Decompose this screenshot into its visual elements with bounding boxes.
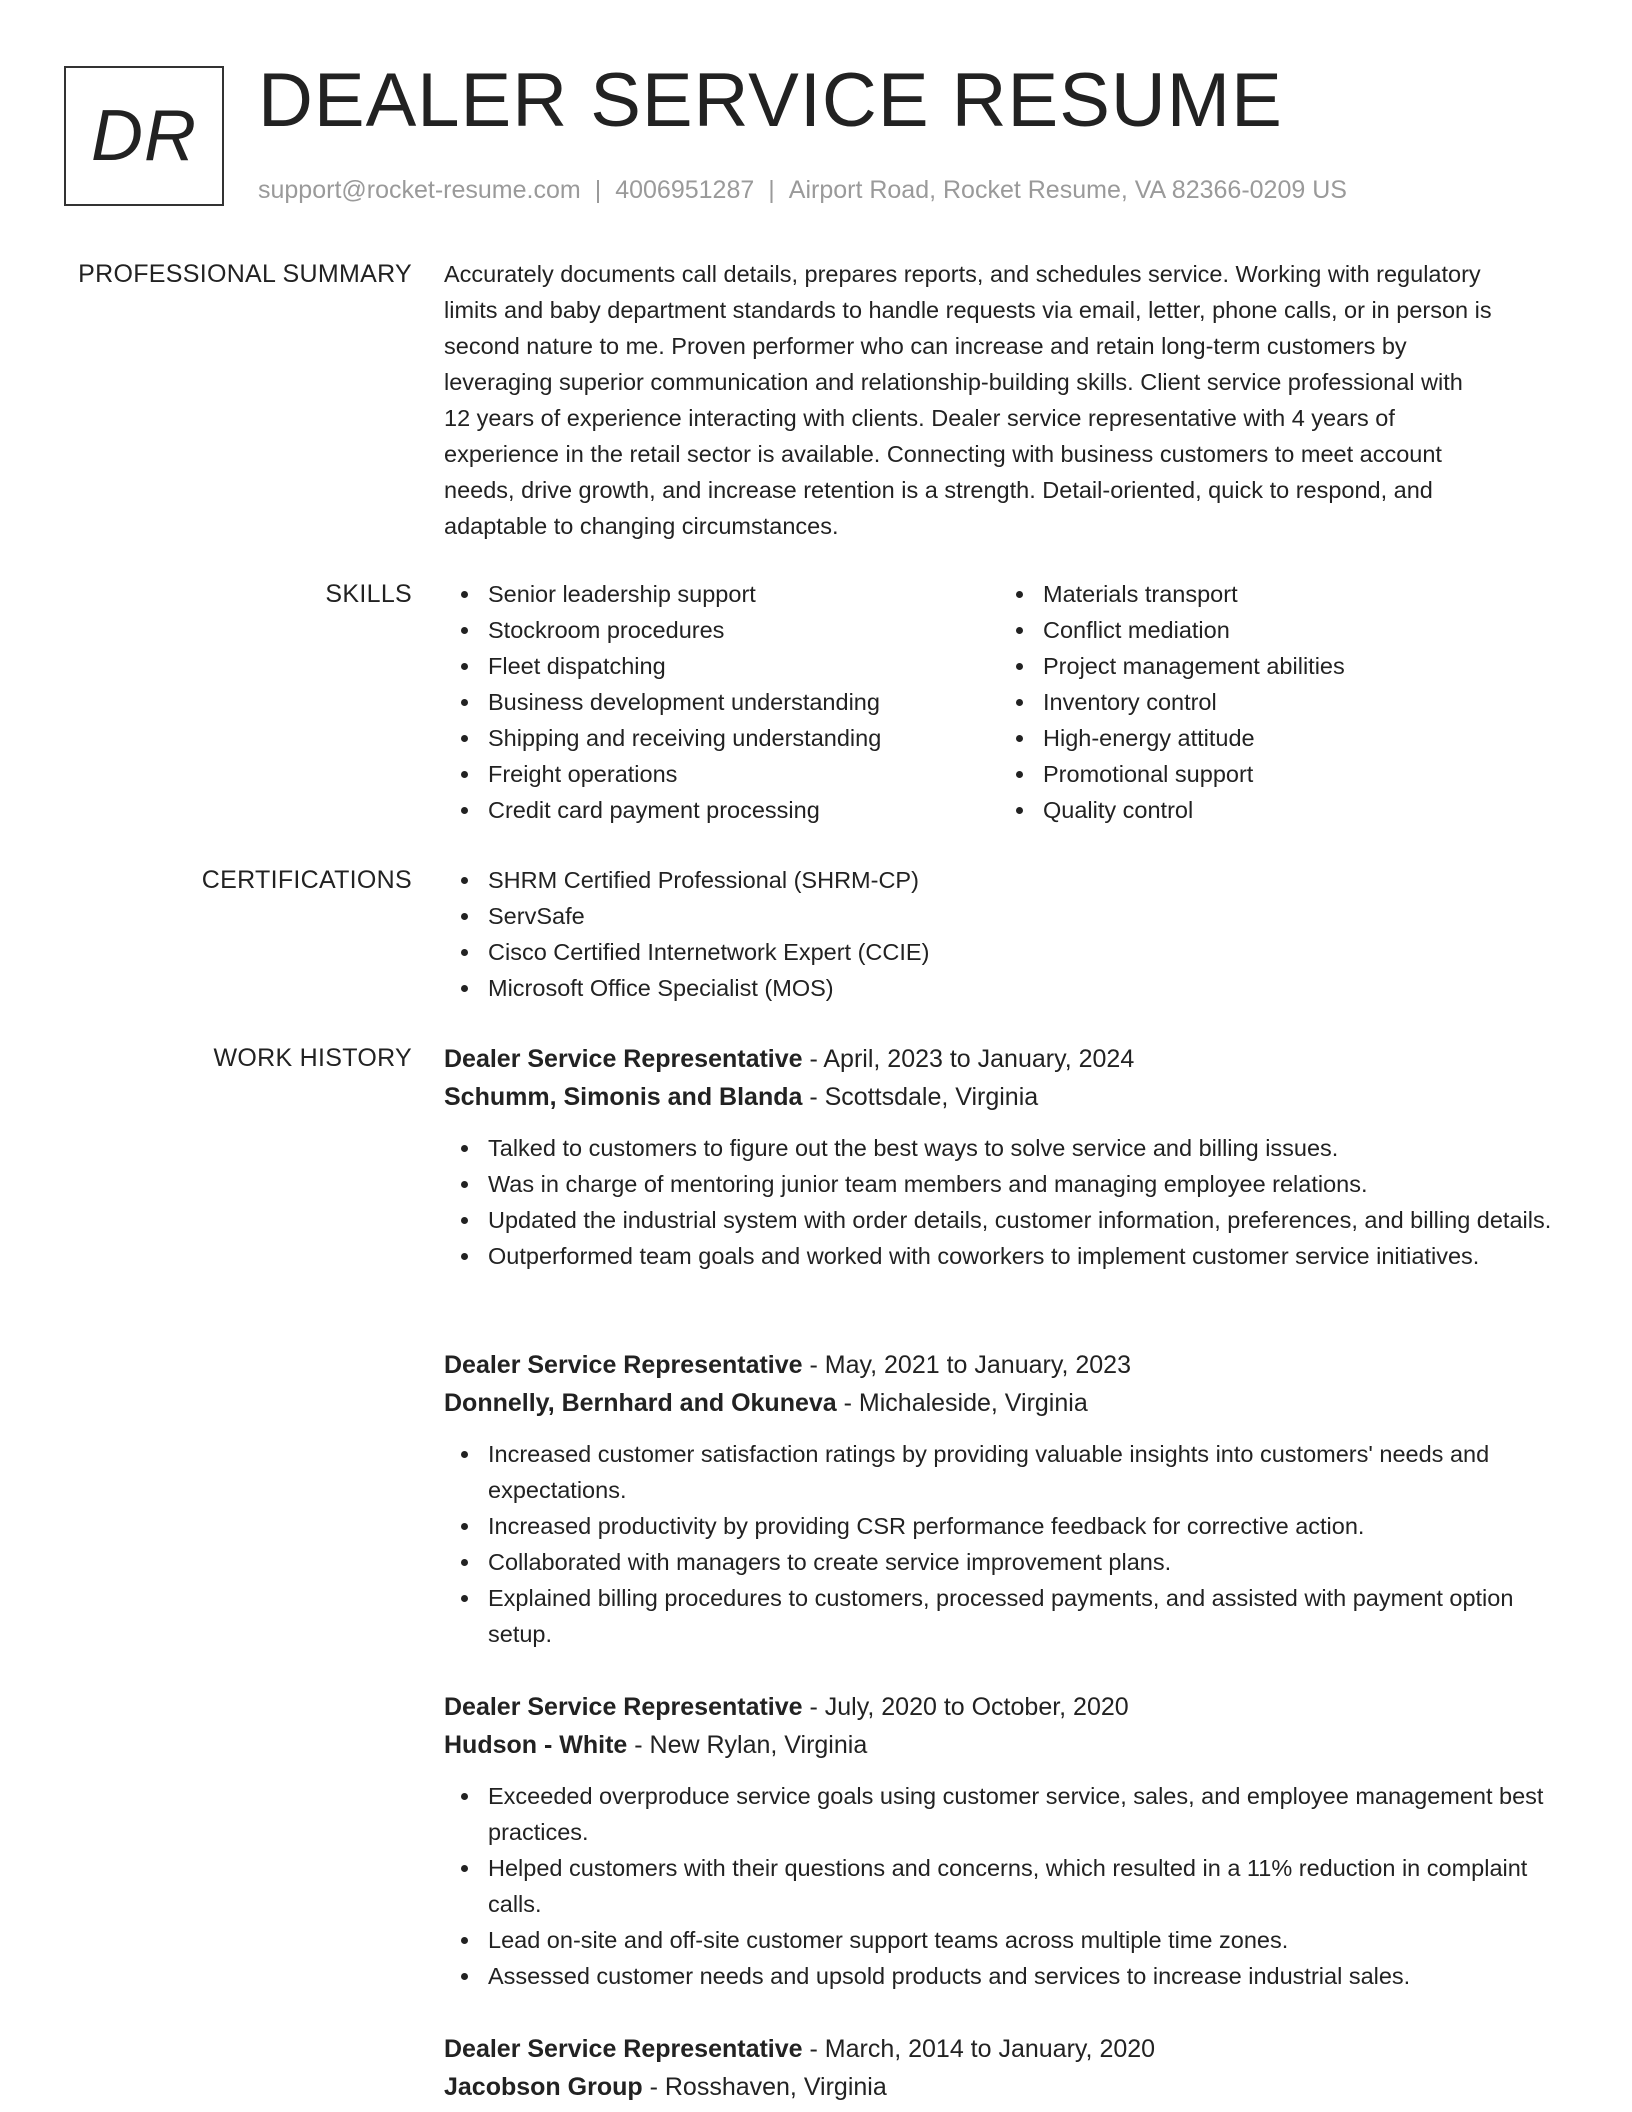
job-title: Dealer Service Representative (444, 1693, 803, 1721)
certifications-body (444, 862, 1554, 1006)
job-entry (444, 1346, 1554, 1652)
job-bullet: Assessed customer needs and upsold products and services to increase industrial sales. (488, 1958, 1554, 1994)
job-bullet: Helped customers with their questions and concerns, which resulted in a 11% reduction in complaint calls. (488, 1850, 1554, 1922)
job-title-line (444, 1040, 1554, 1078)
job-dates: - April, 2023 to January, 2024 (802, 1045, 1135, 1073)
summary-line: Accurately documents call details, prepares reports, and schedules service. Working with regulatory (444, 261, 1481, 287)
job-company-line (444, 1384, 1554, 1422)
contact-separator: | (594, 176, 602, 204)
certification-item: Cisco Certified Internetwork Expert (CCIE) (488, 934, 1554, 970)
skill-item: Credit card payment processing (488, 792, 999, 828)
skill-item: Project management abilities (1043, 648, 1554, 684)
job-location: - Michaleside, Virginia (836, 1389, 1088, 1417)
job-company-line (444, 1726, 1554, 1764)
job-bullets (444, 1130, 1554, 1274)
job-company: Schumm, Simonis and Blanda (444, 1083, 803, 1111)
section-label: SKILLS (325, 580, 412, 608)
job-bullets (444, 1436, 1554, 1652)
job-location: - Scottsdale, Virginia (802, 1083, 1039, 1111)
job-title: Dealer Service Representative (444, 1045, 803, 1073)
monogram-initials: DR (91, 96, 197, 176)
job-company-line (444, 1078, 1554, 1116)
skills-body (444, 576, 1554, 828)
monogram-box (64, 66, 224, 206)
section-label: WORK HISTORY (213, 1044, 412, 1072)
job-company-line (444, 2068, 1554, 2106)
contact-line (258, 174, 1347, 206)
contact-separator: | (768, 176, 775, 204)
skills-list-left (444, 576, 999, 828)
job-company: Jacobson Group (444, 2073, 643, 2101)
job-company: Hudson - White (444, 1731, 628, 1759)
job-bullet: Updated the industrial system with order details, customer information, preferences, and billing details. (488, 1202, 1554, 1238)
job-bullet: Outperformed team goals and worked with coworkers to implement customer service initiatives. (488, 1238, 1554, 1274)
job-bullet: Talked to customers to figure out the best ways to solve service and billing issues. (488, 1130, 1554, 1166)
job-dates: - July, 2020 to October, 2020 (802, 1693, 1129, 1721)
job-entry (444, 2030, 1554, 2106)
job-bullet: Was in charge of mentoring junior team members and managing employee relations. (488, 1166, 1554, 1202)
summary-line: second nature to me. Proven performer who can increase and retain long-term customers by (444, 333, 1407, 359)
skills-list-right (999, 576, 1554, 828)
summary-line: needs, drive growth, and increase retention is a strength. Detail-oriented, quick to respond, and (444, 477, 1433, 503)
summary-line: adaptable to changing circumstances. (444, 513, 839, 539)
skill-item: Stockroom procedures (488, 612, 999, 648)
section-label: CERTIFICATIONS (201, 866, 412, 894)
skill-item: Fleet dispatching (488, 648, 999, 684)
job-bullet: Increased productivity by providing CSR performance feedback for corrective action. (488, 1508, 1554, 1544)
job-bullet: Explained billing procedures to customers, processed payments, and assisted with payment option setup. (488, 1580, 1554, 1652)
section-label: PROFESSIONAL SUMMARY (78, 260, 412, 288)
certifications-list (444, 862, 1554, 1006)
summary-line: 12 years of experience interacting with clients. Dealer service representative with 4 years of (444, 405, 1395, 431)
job-bullet: Lead on-site and off-site customer support teams across multiple time zones. (488, 1922, 1554, 1958)
contact-phone: 4006951287 (615, 176, 755, 204)
job-location: - Rosshaven, Virginia (642, 2073, 887, 2101)
summary-text (444, 256, 1554, 544)
contact-address: Airport Road, Rocket Resume, VA 82366-0209 US (788, 176, 1347, 204)
summary-line: experience in the retail sector is available. Connecting with business customers to meet account (444, 441, 1442, 467)
job-company: Donnelly, Bernhard and Okuneva (444, 1389, 837, 1417)
job-location: - New Rylan, Virginia (627, 1731, 868, 1759)
job-title: Dealer Service Representative (444, 1351, 803, 1379)
skill-item: Freight operations (488, 756, 999, 792)
job-bullet: Exceeded overproduce service goals using customer service, sales, and employee management best practices. (488, 1778, 1554, 1850)
certification-item: Microsoft Office Specialist (MOS) (488, 970, 1554, 1006)
job-title-line (444, 2030, 1554, 2068)
summary-line: leveraging superior communication and relationship-building skills. Client service professional with (444, 369, 1463, 395)
skill-item: Quality control (1043, 792, 1554, 828)
summary-body (444, 256, 1554, 544)
skill-item: Business development understanding (488, 684, 999, 720)
job-dates: - May, 2021 to January, 2023 (802, 1351, 1131, 1379)
job-bullet: Increased customer satisfaction ratings by providing valuable insights into customers' needs and expectations. (488, 1436, 1554, 1508)
skill-item: High-energy attitude (1043, 720, 1554, 756)
skill-item: Promotional support (1043, 756, 1554, 792)
certification-item: SHRM Certified Professional (SHRM-CP) (488, 862, 1554, 898)
job-bullet: Collaborated with managers to create service improvement plans. (488, 1544, 1554, 1580)
skill-item: Shipping and receiving understanding (488, 720, 999, 756)
skills-grid (444, 576, 1554, 828)
resume-title: DEALER SERVICE RESUME (258, 58, 1283, 143)
job-bullets (444, 1778, 1554, 1994)
skill-item: Conflict mediation (1043, 612, 1554, 648)
job-title-line (444, 1688, 1554, 1726)
skill-item: Inventory control (1043, 684, 1554, 720)
job-title: Dealer Service Representative (444, 2035, 803, 2063)
certification-item: ServSafe (488, 898, 1554, 934)
job-entry (444, 1688, 1554, 1994)
job-title-line (444, 1346, 1554, 1384)
summary-line: limits and baby department standards to handle requests via email, letter, phone calls, or in person is (444, 297, 1492, 323)
job-dates: - March, 2014 to January, 2020 (802, 2035, 1156, 2063)
skill-item: Materials transport (1043, 576, 1554, 612)
contact-email: support@rocket-resume.com (258, 176, 581, 204)
job-entry (444, 1040, 1554, 1274)
skill-item: Senior leadership support (488, 576, 999, 612)
